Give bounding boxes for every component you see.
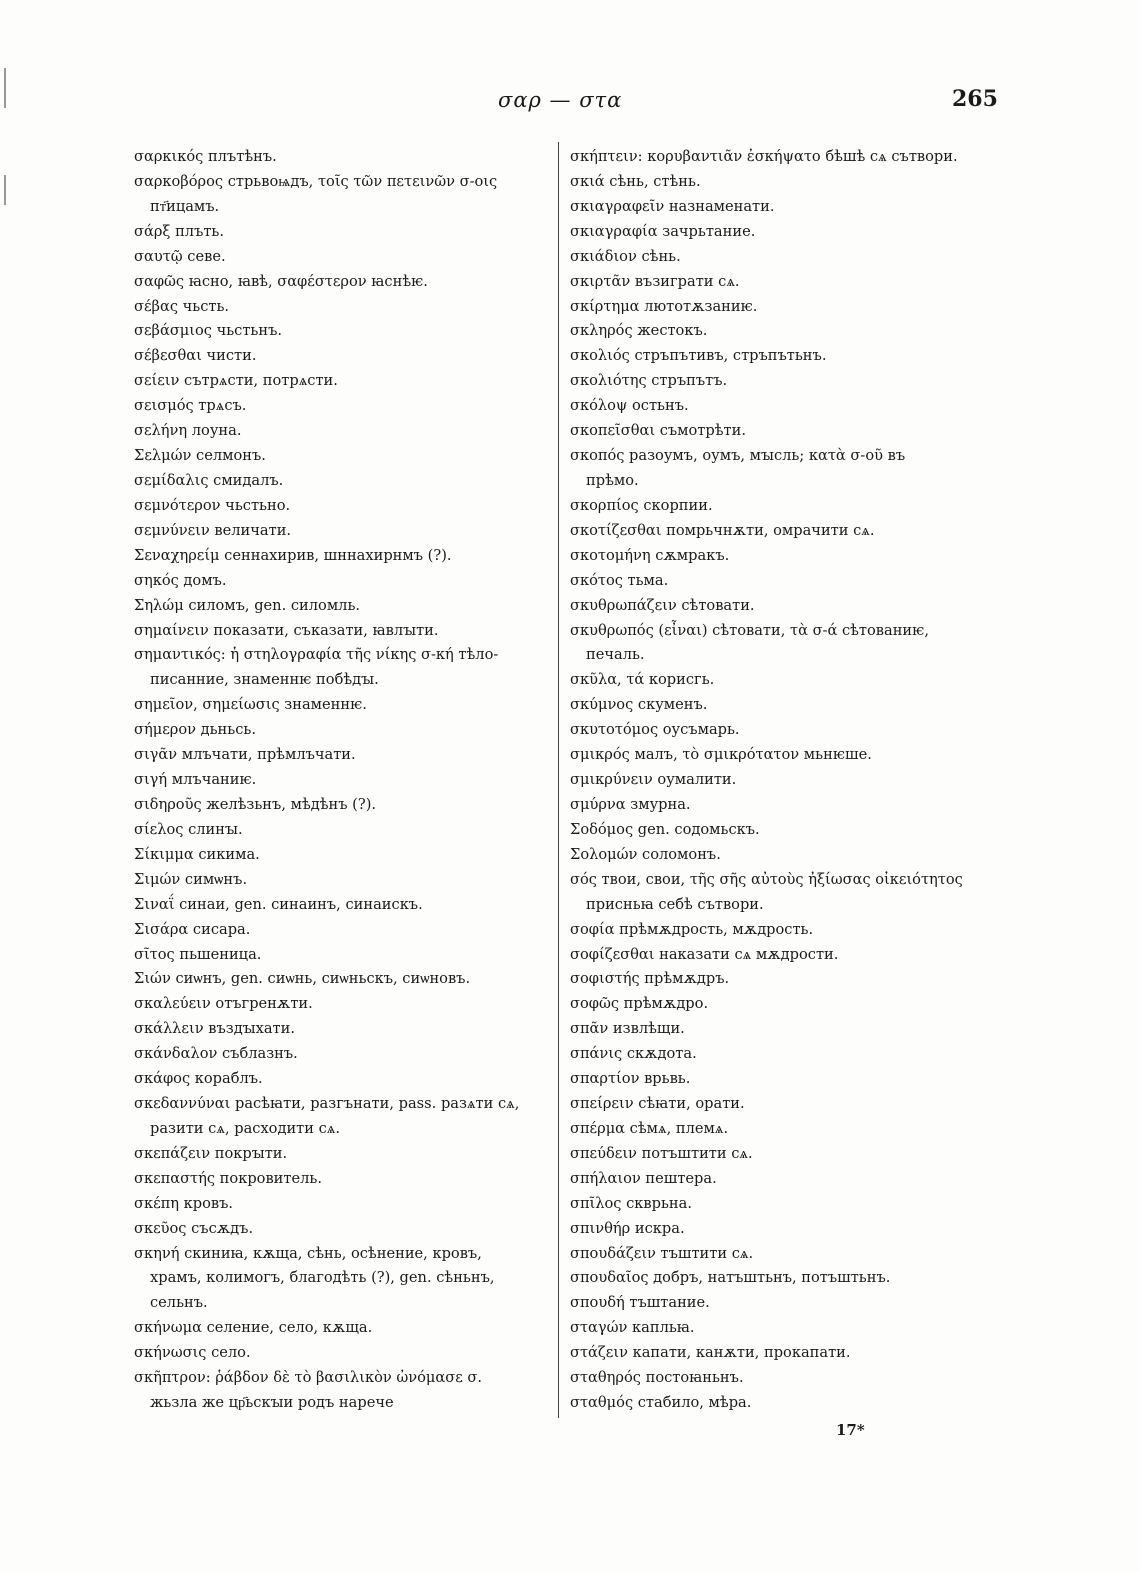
right-column [570, 145, 1002, 1416]
dictionary-entry: σκάνδαλον съблазнъ. [134, 1045, 298, 1063]
dictionary-entry: σκυτοτόμος оусъмарь. [570, 721, 740, 739]
dictionary-entry: σκεπαστής покровитель. [134, 1169, 322, 1187]
entry-continuation: присньꙗ себѣ сътвори. [586, 895, 764, 913]
dictionary-entry: σημαίνειν показати, съказати, ꙗвлꙑти. [134, 621, 439, 639]
dictionary-entry: σείειν сътрѧсти, потрѧсти. [134, 372, 338, 390]
dictionary-entry: σῖτος пьшеница. [134, 945, 262, 963]
dictionary-entry: σκῆπτρον: ῥάβδον δὲ τὸ βασιλικὸν ὠνόμασε σ. [134, 1369, 483, 1387]
dictionary-entry: σκοπός разоумъ, оумъ, мꙑсль; κατὰ σ-οῦ въ [570, 447, 906, 465]
dictionary-entry: σοφία прѣмѫдрость, мѫдрость. [570, 920, 814, 938]
dictionary-entry: σκιαγραφεῖν назнаменати. [570, 197, 775, 215]
dictionary-entry: σεμνύνειν величати. [134, 521, 292, 539]
dictionary-entry: σμικρός малъ, τὸ σμικρότατον мьнѥше. [570, 746, 872, 764]
dictionary-entry: Σελμών селмонъ. [134, 447, 266, 465]
margin-mark [4, 175, 6, 205]
dictionary-entry: σοφίζεσθαι наказати сѧ мѫдрости. [570, 945, 839, 963]
dictionary-entry: σκιάδιον сѣнь. [570, 247, 681, 265]
dictionary-entry: σκοτομήνη сѫмракъ. [570, 546, 730, 564]
dictionary-entry: σκάφος кораблъ. [134, 1070, 263, 1088]
dictionary-entry: σκιαγραφία зачрьтание. [570, 222, 756, 240]
dictionary-entry: σπουδή тъштание. [570, 1294, 710, 1312]
dictionary-entry: Σεναχηρείμ сеннахирив, шннахирнмъ (?). [134, 546, 452, 564]
dictionary-entry: σίελος слинꙑ. [134, 820, 243, 838]
dictionary-entry: σκάλλειν въздꙑхати. [134, 1020, 296, 1038]
dictionary-entry: σκεδαννύναι расѣꙗти, разгънати, pass. разѧти сѧ, [134, 1095, 520, 1113]
entry-continuation: жьзла же цр҃ьскꙑи родъ нарече [150, 1394, 394, 1412]
dictionary-entry: σκεῦος съсѫдъ. [134, 1219, 254, 1237]
dictionary-entry: σμύρνα змурна. [570, 795, 691, 813]
dictionary-entry: σημαντικός: ἡ στηλογραφία τῆς νίκης σ-κή тѣло- [134, 646, 499, 664]
dictionary-entry: σεμνότερον чьстьно. [134, 496, 291, 514]
dictionary-entry: σηκός домъ. [134, 571, 227, 589]
dictionary-entry: σαυτῷ севе. [134, 247, 226, 265]
dictionary-entry: σταθμός стабило, мѣра. [570, 1394, 752, 1412]
dictionary-entry: σπεύδειν потъштити сѧ. [570, 1144, 753, 1162]
entry-continuation: сельнъ. [150, 1294, 208, 1312]
entry-continuation: печаль. [586, 646, 645, 664]
dictionary-entry: σκοτίζεσθαι помрьчнѫти, омрачити сѧ. [570, 521, 875, 539]
left-column [134, 145, 552, 1416]
dictionary-entry: σκαλεύειν отъгренѫти. [134, 995, 313, 1013]
dictionary-entry: Σιμών симѡнъ. [134, 870, 248, 888]
dictionary-entry: σιδηροῦς желѣзьнъ, мѣдѣнъ (?). [134, 795, 377, 813]
dictionary-entry: σκολιότης стръпътъ. [570, 372, 728, 390]
dictionary-entry: σπάνις скѫдота. [570, 1045, 697, 1063]
dictionary-entry: σπαρτίον врьвь. [570, 1070, 691, 1088]
dictionary-entry: σέβας чьсть. [134, 297, 230, 315]
dictionary-entry: σαρκοβόρος стрьвоѩдъ, τοῖς τῶν πετεινῶν σ-οις [134, 172, 498, 190]
dictionary-entry: Σηλώμ силомъ, gen. силомль. [134, 596, 361, 614]
dictionary-entry: σπήλαιον пештера. [570, 1169, 717, 1187]
dictionary-entry: σκληρός жестокъ. [570, 322, 708, 340]
dictionary-entry: στάζειν капати, канѫти, прокапати. [570, 1344, 851, 1362]
dictionary-entry: σκίρτημα лютотѫзаниѥ. [570, 297, 758, 315]
dictionary-entry: σιγή млъчаниѥ. [134, 771, 257, 789]
dictionary-entry: σκόλοψ остьнъ. [570, 397, 689, 415]
dictionary-entry: σκήπτειν: κορυβαντιᾶν ἐσκήψατο бѣшѣ сѧ сътвори. [570, 148, 958, 165]
dictionary-entry: σμικρύνειν оумалити. [570, 771, 737, 789]
dictionary-entry: σπείρειν сѣꙗти, орати. [570, 1095, 745, 1113]
dictionary-entry: σκότος тьма. [570, 571, 669, 589]
dictionary-entry: Σιναΐ синаи, gen. синаинъ, синаискъ. [134, 895, 423, 913]
entry-continuation: пт҃ицамъ. [150, 197, 220, 215]
dictionary-entry: Σισάρα сисара. [134, 920, 251, 938]
dictionary-entry: σοφιστής прѣмѫдръ. [570, 970, 730, 988]
margin-mark [4, 68, 6, 108]
dictionary-entry: Σίκιμμα сикима. [134, 845, 260, 863]
dictionary-entry: σπῖλος скврьна. [570, 1194, 692, 1212]
dictionary-entry: σκιρτᾶν възиграти сѧ. [570, 272, 740, 290]
dictionary-entry: σός твои, свои, τῆς σῆς αὐτοὺς ἠξίωσας οἰκειότητος [570, 870, 963, 888]
dictionary-entry: σοφῶς прѣмѫдро. [570, 995, 709, 1013]
dictionary-entry: σελήνη лоуна. [134, 422, 242, 440]
dictionary-entry: σκεπάζειν покрꙑти. [134, 1144, 288, 1162]
dictionary-entry: σκῦλα, τά корисгь. [570, 671, 715, 689]
dictionary-entry: σιγᾶν млъчати, прѣмлъчати. [134, 746, 356, 764]
dictionary-entry: σκολιός стръпътивъ, стръпътьнъ. [570, 347, 827, 365]
dictionary-entry: σταγών капльꙗ. [570, 1319, 695, 1337]
column-divider [558, 142, 559, 1418]
dictionary-entry: σπᾶν извлѣщи. [570, 1020, 685, 1038]
dictionary-entry: σκιά сѣнь, стѣнь. [570, 172, 701, 190]
dictionary-entry: σκοπεῖσθαι съмотрѣти. [570, 422, 746, 440]
dictionary-entry: σταθηρός постоꙗньнъ. [570, 1369, 744, 1387]
dictionary-entry: Σοδόμος gen. содомьскъ. [570, 820, 760, 838]
dictionary-entry: σαφῶς ꙗсно, ꙗвѣ, σαφέστερον ꙗснѣѥ. [134, 272, 428, 290]
dictionary-entry: σπουδάζειν тъштити сѧ. [570, 1244, 754, 1262]
dictionary-entry: σήμερον дьньсь. [134, 721, 256, 739]
dictionary-entry: Σολομών соломонъ. [570, 845, 721, 863]
dictionary-entry: σπέρμα сѣмѧ, племѧ. [570, 1119, 729, 1137]
dictionary-entry: σημεῖον, σημείωσις знаменнѥ. [134, 696, 367, 714]
dictionary-entry: σκορπίος скорпии. [570, 496, 713, 514]
dictionary-entry: σπουδαῖος добръ, натъштьнъ, потъштьнъ. [570, 1269, 891, 1287]
dictionary-entry: σκήνωσις село. [134, 1344, 251, 1362]
dictionary-entry: σαρκικός плътѣнъ. [134, 148, 277, 165]
dictionary-entry: σκέπη кровъ. [134, 1194, 234, 1212]
dictionary-entry: σεβάσμιος чьстьнъ. [134, 322, 283, 340]
dictionary-entry: σκυθρωπάζειν сѣтовати. [570, 596, 755, 614]
entry-continuation: писанние, знаменнѥ побѣдꙑ. [150, 671, 379, 689]
entry-continuation: прѣмо. [586, 471, 639, 489]
signature-mark: 17* [836, 1421, 865, 1439]
page-number: 265 [952, 86, 998, 112]
dictionary-entry: σκήνωμα селение, село, кѫща. [134, 1319, 373, 1337]
dictionary-entry: σεισμός трѧсъ. [134, 397, 247, 415]
dictionary-entry: σάρξ плъть. [134, 222, 225, 240]
dictionary-entry: σκύμνος скуменъ. [570, 696, 708, 714]
dictionary-entry: σέβεσθαι чисти. [134, 347, 257, 365]
dictionary-entry: σπινθήρ искра. [570, 1219, 685, 1237]
dictionary-entry: σκηνή скиниꙗ, кѫща, сѣнь, осѣнение, кровъ, [134, 1244, 482, 1262]
dictionary-entry: σκυθρωπός (εἶναι) сѣтовати, τὰ σ-ά сѣтованиѥ, [570, 621, 929, 639]
entry-continuation: храмъ, колимогъ, благодѣть (?), gen. сѣньнъ, [150, 1269, 495, 1287]
dictionary-entry: Σιών сиѡнъ, gen. сиѡнь, сиѡньскъ, сиѡновъ. [134, 970, 471, 988]
page-header-title: σαρ — στα [498, 88, 623, 112]
entry-continuation: разити сѧ, расходити сѧ. [150, 1119, 341, 1137]
dictionary-entry: σεμίδαλις смидалъ. [134, 471, 284, 489]
